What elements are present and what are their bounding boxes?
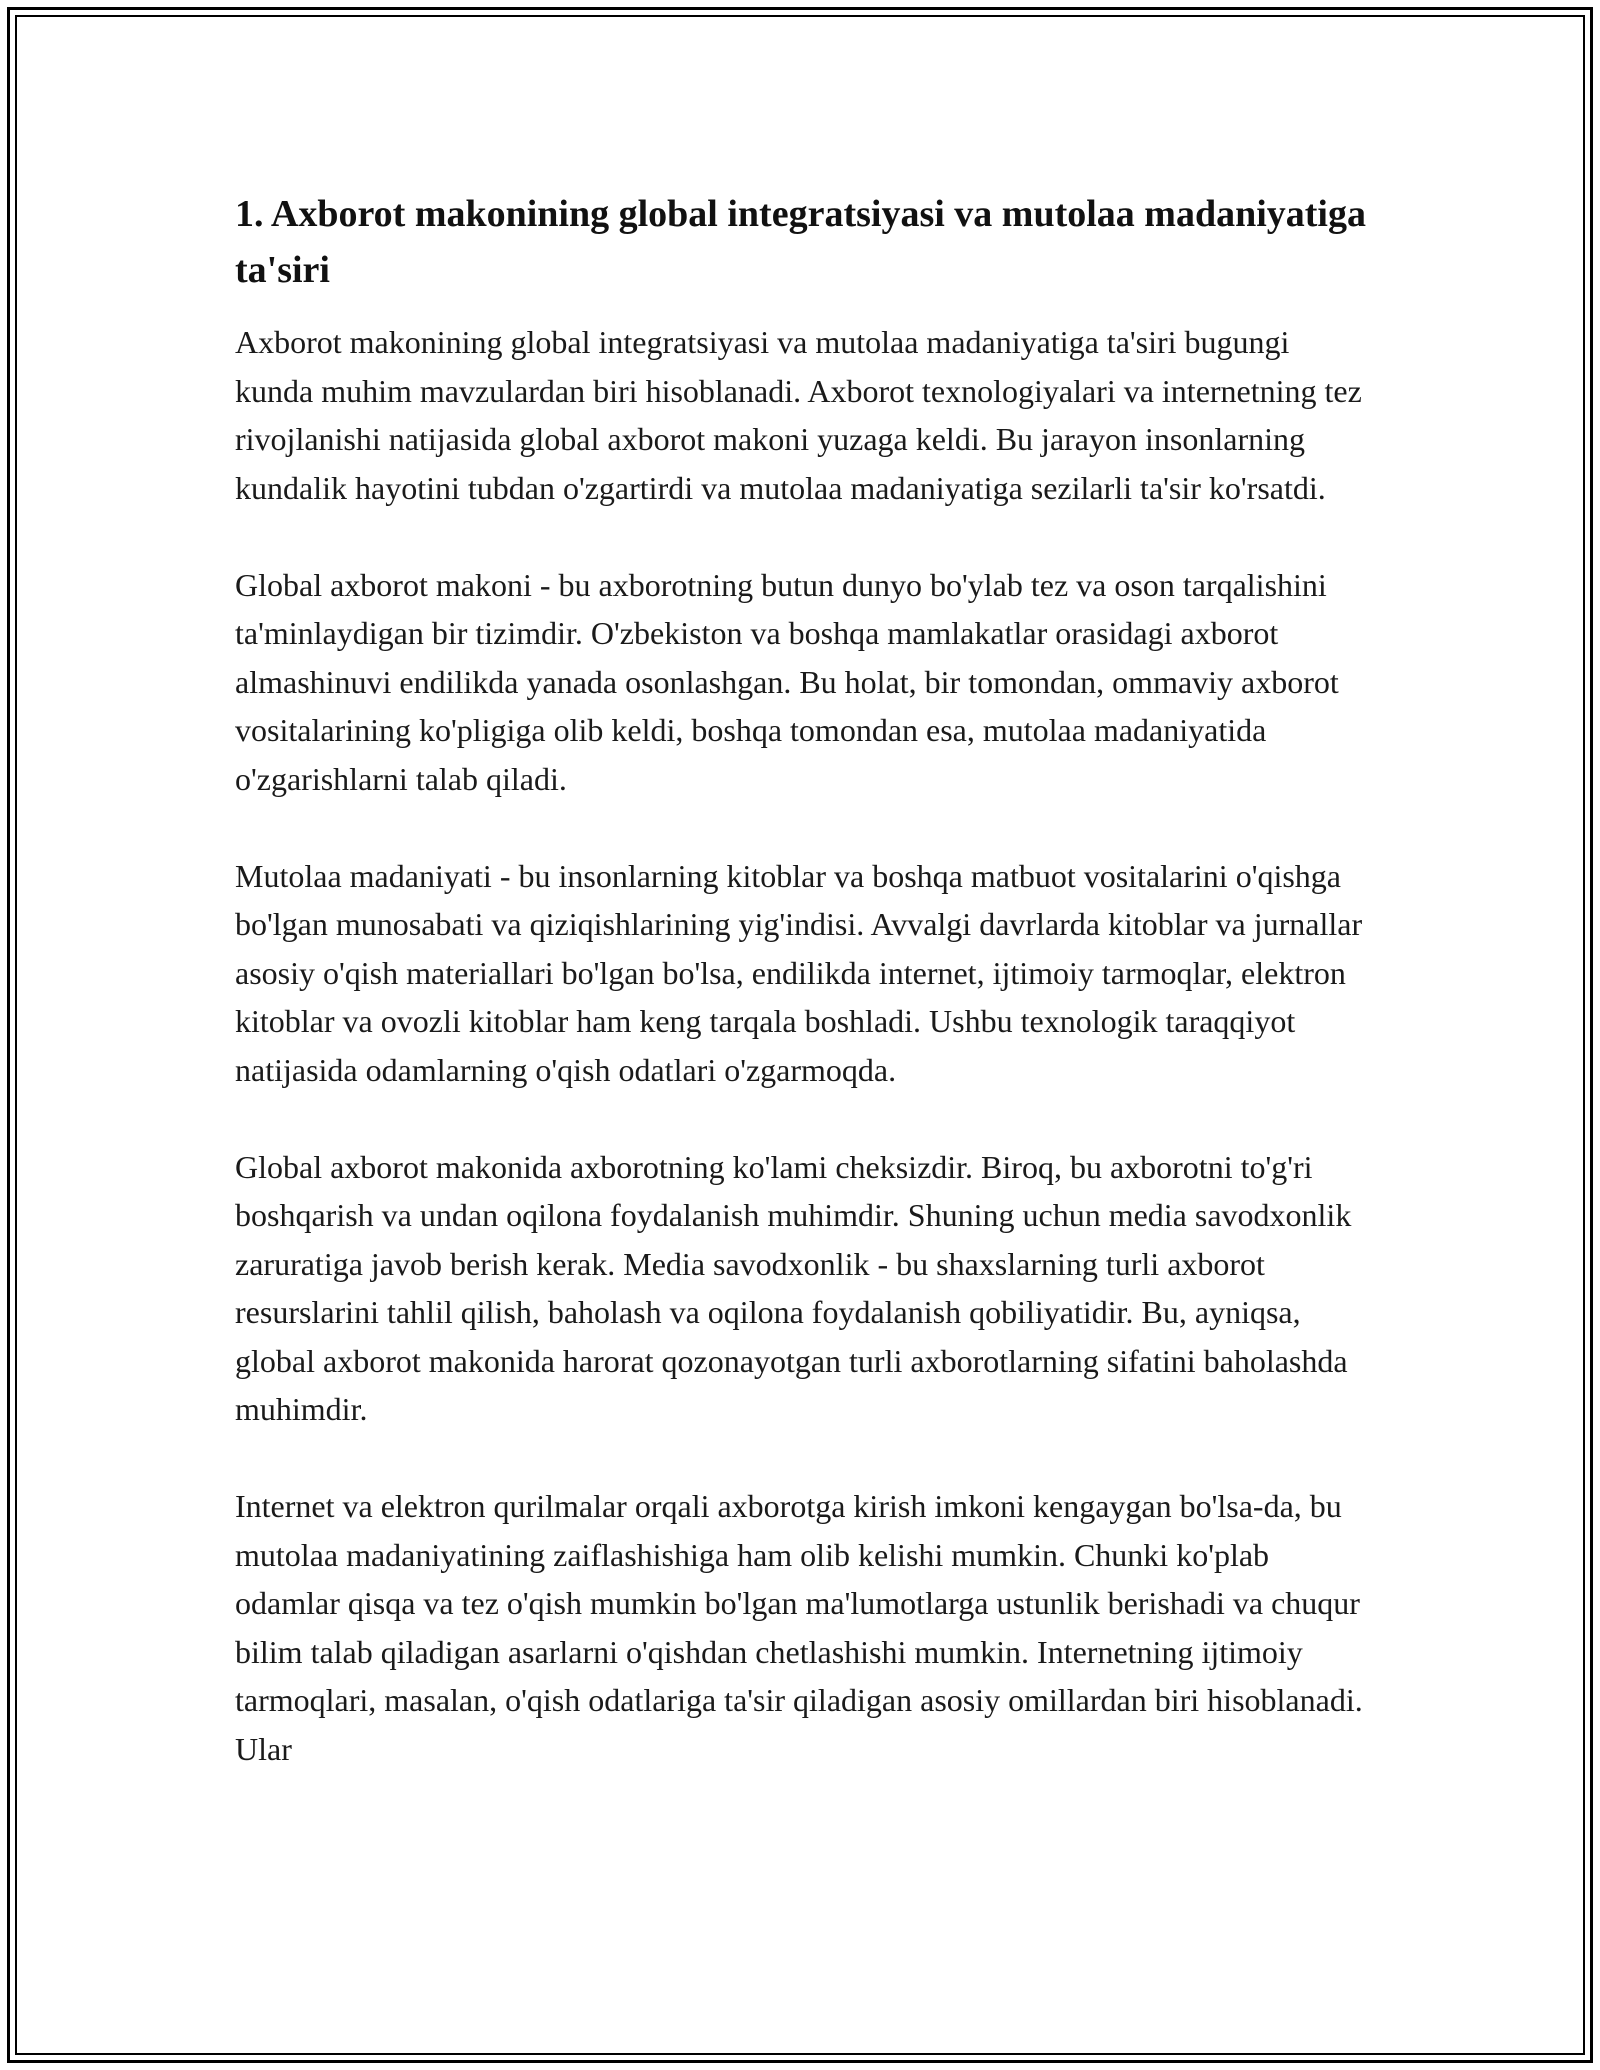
paragraph-5: Internet va elektron qurilmalar orqali axborotga kirish imkoni kengaygan bo'lsa-da, bu mutolaa madaniyatining zaiflashishiga ham olib kelishi mumkin. Chunki ko'plab odamlar qisqa va tez o'qish mumkin bo'lgan ma'lumotlarga ustunlik berishadi va chuqur bilim talab qiladigan asarlarni o'qishdan chetlashishi mumkin. Internetning ijtimoiy tarmoqlari, masalan, o'qish odatlariga ta'sir qiladigan asosiy omillardan biri hisoblanadi. Ular <box>235 1488 1363 1767</box>
paragraph-3: Mutolaa madaniyati - bu insonlarning kitoblar va boshqa matbuot vositalarini o'qishga bo'lgan munosabati va qiziqishlarining yig'indisi. Avvalgi davrlarda kitoblar va jurnallar asosiy o'qish materiallari bo'lgan bo'lsa, endilikda internet, ijtimoiy tarmoqlar, elektron kitoblar va ovozli kitoblar ham keng tarqala boshladi. Ushbu texnologik taraqqiyot natijasida odamlarning o'qish odatlari o'zgarmoqda. <box>235 857 1363 1088</box>
section-heading: 1. Axborot makonining global integratsiyasi va mutolaa madaniyatiga ta'siri <box>235 193 1366 291</box>
paragraph-2: Global axborot makoni - bu axborotning butun dunyo bo'ylab tez va oson tarqalishini ta'minlaydigan bir tizimdir. O'zbekiston va boshqa mamlakatlar orasidagi axborot almashinuvi endilikda yanada osonlashgan. Bu holat, bir tomondan, ommaviy axborot vositalarining ko'pligiga olib keldi, boshqa tomondan esa, mutolaa madaniyatida o'zgarishlarni talab qiladi. <box>235 566 1339 797</box>
document-body <box>235 186 1375 1773</box>
paragraph-4: Global axborot makonida axborotning ko'lami cheksizdir. Biroq, bu axborotni to'g'ri boshqarish va undan oqilona foydalanish muhimdir. Shuning uchun media savodxonlik zaruratiga javob berish kerak. Media savodxonlik - bu shaxslarning turli axborot resurslarini tahlil qilish, baholash va oqilona foydalanish qobiliyatidir. Bu, ayniqsa, global axborot makonida harorat qozonayotgan turli axborotlarning sifatini baholashda muhimdir. <box>235 1148 1352 1427</box>
paragraph-1: Axborot makonining global integratsiyasi va mutolaa madaniyatiga ta'siri bugungi kunda muhim mavzulardan biri hisoblanadi. Axborot texnologiyalari va internetning tez rivojlanishi natijasida global axborot makoni yuzaga keldi. Bu jarayon insonlarning kundalik hayotini tubdan o'zgartirdi va mutolaa madaniyatiga sezilarli ta'sir ko'rsatdi. <box>235 324 1362 506</box>
